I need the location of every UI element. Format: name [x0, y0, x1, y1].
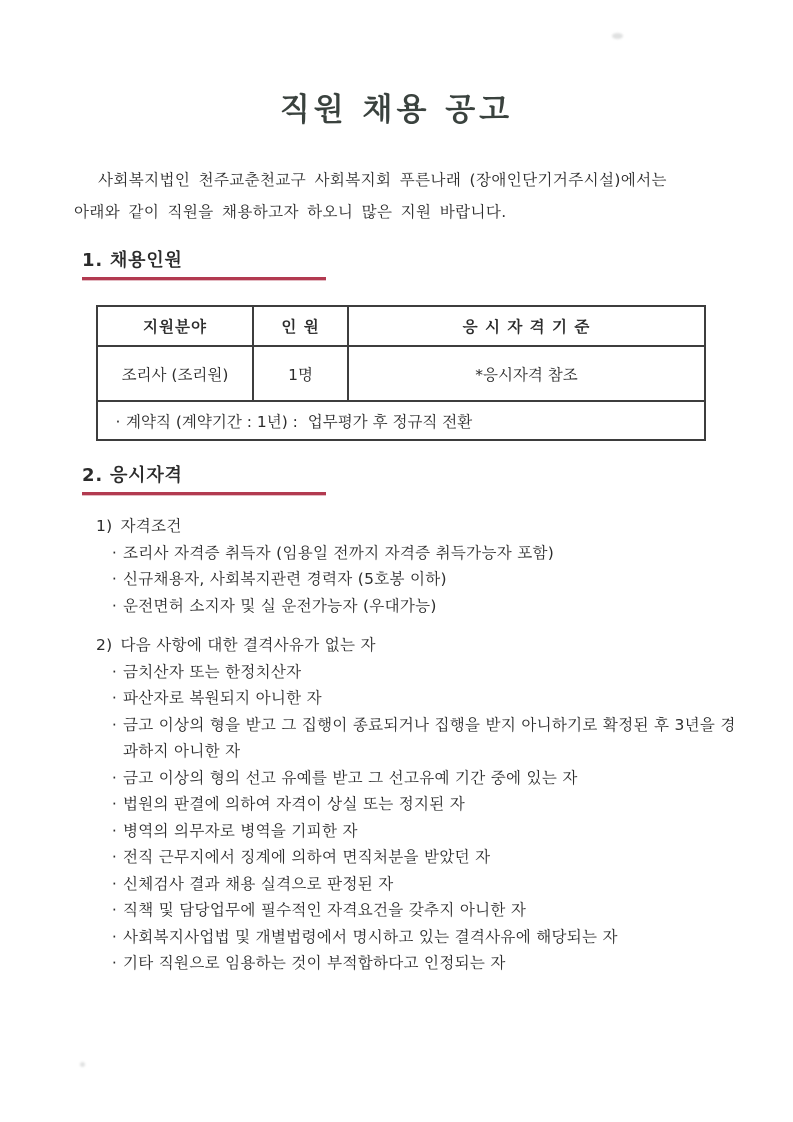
list-item-text: 기타 직원으로 임용하는 것이 부적합하다고 인정되는 자: [123, 954, 506, 972]
bullet-dot: ·: [111, 954, 118, 972]
sub-heading-2-title: 다음 사항에 대한 결격사유가 없는 자: [120, 636, 376, 654]
scan-artifact: [612, 33, 623, 39]
bullet-dot: ·: [111, 768, 118, 787]
section-1-heading: [82, 246, 326, 280]
cell-count: 1명: [253, 346, 348, 401]
list-item-text: 병역의 의무자로 병역을 기피한 자: [123, 821, 358, 840]
page-title: 직원 채용 공고: [279, 92, 514, 128]
conditions-list: [106, 540, 744, 620]
list-item-text: 파산자로 복원되지 아니한 자: [123, 689, 322, 707]
list-item-text: 신체검사 결과 채용 실격으로 판정된 자: [123, 874, 394, 893]
section-2-title-text: 응시자격: [109, 465, 183, 486]
table-note-row: [97, 401, 705, 440]
sub-heading-1-title: 자격조건: [120, 517, 182, 535]
bullet-dot: ·: [111, 662, 118, 681]
qualification-section: [96, 513, 744, 977]
section-underline: [82, 492, 326, 495]
table-row: [97, 346, 705, 401]
sub-heading-1: [96, 513, 744, 540]
cell-criteria: *응시자격 참조: [348, 346, 705, 401]
list-item-text: 직책 및 담당업무에 필수적인 자격요건을 갖추지 아니한 자: [123, 901, 527, 919]
scan-artifact: [80, 1062, 85, 1067]
intro-paragraph: [74, 164, 726, 228]
disqualification-list: [106, 659, 744, 977]
section-2-number: 2.: [82, 465, 103, 486]
bullet-dot: ·: [115, 412, 121, 431]
list-item: [106, 844, 744, 871]
section-1-title: [82, 246, 326, 272]
bullet-dot: ·: [111, 874, 118, 893]
bullet-dot: ·: [111, 689, 118, 707]
bullet-dot: ·: [111, 821, 118, 840]
list-item: [106, 712, 744, 765]
table-note-text: 계약직 (계약기간 : 1년) : 업무평가 후 정규직 전환: [126, 412, 473, 431]
table-header-row: [97, 306, 705, 346]
section-1-number: 1.: [82, 250, 103, 271]
bullet-dot: ·: [111, 715, 118, 734]
bullet-dot: ·: [111, 570, 118, 588]
list-item-text: 금고 이상의 형의 선고 유예를 받고 그 선고유예 기간 중에 있는 자: [123, 768, 578, 787]
section-2-title: [82, 461, 326, 487]
list-item: [106, 566, 744, 593]
sub-heading-2-label: 2): [96, 636, 113, 654]
bullet-dot: ·: [111, 848, 118, 866]
table-note-cell: [97, 401, 705, 440]
intro-line-1: 사회복지법인 천주교춘천교구 사회복지회 푸른나래 (장애인단기거주시설)에서는: [98, 171, 667, 189]
list-item: [106, 897, 744, 924]
list-item: [106, 593, 744, 620]
bullet-dot: ·: [111, 596, 118, 615]
table-header-criteria: 응 시 자 격 기 준: [348, 306, 705, 346]
bullet-dot: ·: [111, 543, 118, 562]
qualification-conditions-block: [96, 513, 744, 619]
list-item-text: 신규채용자, 사회복지관련 경력자 (5호봉 이하): [123, 570, 447, 588]
table-header-field: 지원분야: [97, 306, 253, 346]
bullet-dot: ·: [111, 901, 118, 919]
list-item: [106, 765, 744, 792]
list-item: [106, 950, 744, 977]
intro-line-2: 아래와 같이 직원을 채용하고자 하오니 많은 지원 바랍니다.: [74, 203, 507, 221]
list-item-text: 법원의 판결에 의하여 자격이 상실 또는 정지된 자: [123, 795, 466, 813]
list-item: [106, 685, 744, 712]
list-item-text: 전직 근무지에서 징계에 의하여 면직처분을 받았던 자: [123, 848, 491, 866]
list-item: [106, 791, 744, 818]
list-item: [106, 659, 744, 686]
recruitment-table: [96, 305, 706, 441]
list-item-text: 조리사 자격증 취득자 (임용일 전까지 자격증 취득가능자 포함): [123, 543, 555, 562]
list-item-text: 운전면허 소지자 및 실 운전가능자 (우대가능): [123, 596, 437, 615]
bullet-dot: ·: [111, 927, 118, 946]
list-item-text: 금치산자 또는 한정치산자: [123, 662, 302, 681]
list-item-text: 금고 이상의 형을 받고 그 집행이 종료되거나 집행을 받지 아니하기로 확정된 후 3년을 경과하지 아니한 자: [123, 715, 736, 760]
cell-field: 조리사 (조리원): [97, 346, 253, 401]
table-header-count: 인 원: [253, 306, 348, 346]
list-item: [106, 871, 744, 898]
recruitment-table-wrap: [96, 305, 706, 441]
list-item: [106, 924, 744, 951]
sub-heading-2: [96, 632, 744, 659]
section-underline: [82, 277, 326, 280]
sub-heading-1-label: 1): [96, 517, 113, 535]
list-item-text: 사회복지사업법 및 개별법령에서 명시하고 있는 결격사유에 해당되는 자: [123, 927, 618, 946]
list-item: [106, 818, 744, 845]
section-1-title-text: 채용인원: [109, 250, 183, 271]
section-2-heading: [82, 461, 326, 495]
disqualification-block: [96, 632, 744, 977]
bullet-dot: ·: [111, 795, 118, 813]
list-item: [106, 540, 744, 567]
